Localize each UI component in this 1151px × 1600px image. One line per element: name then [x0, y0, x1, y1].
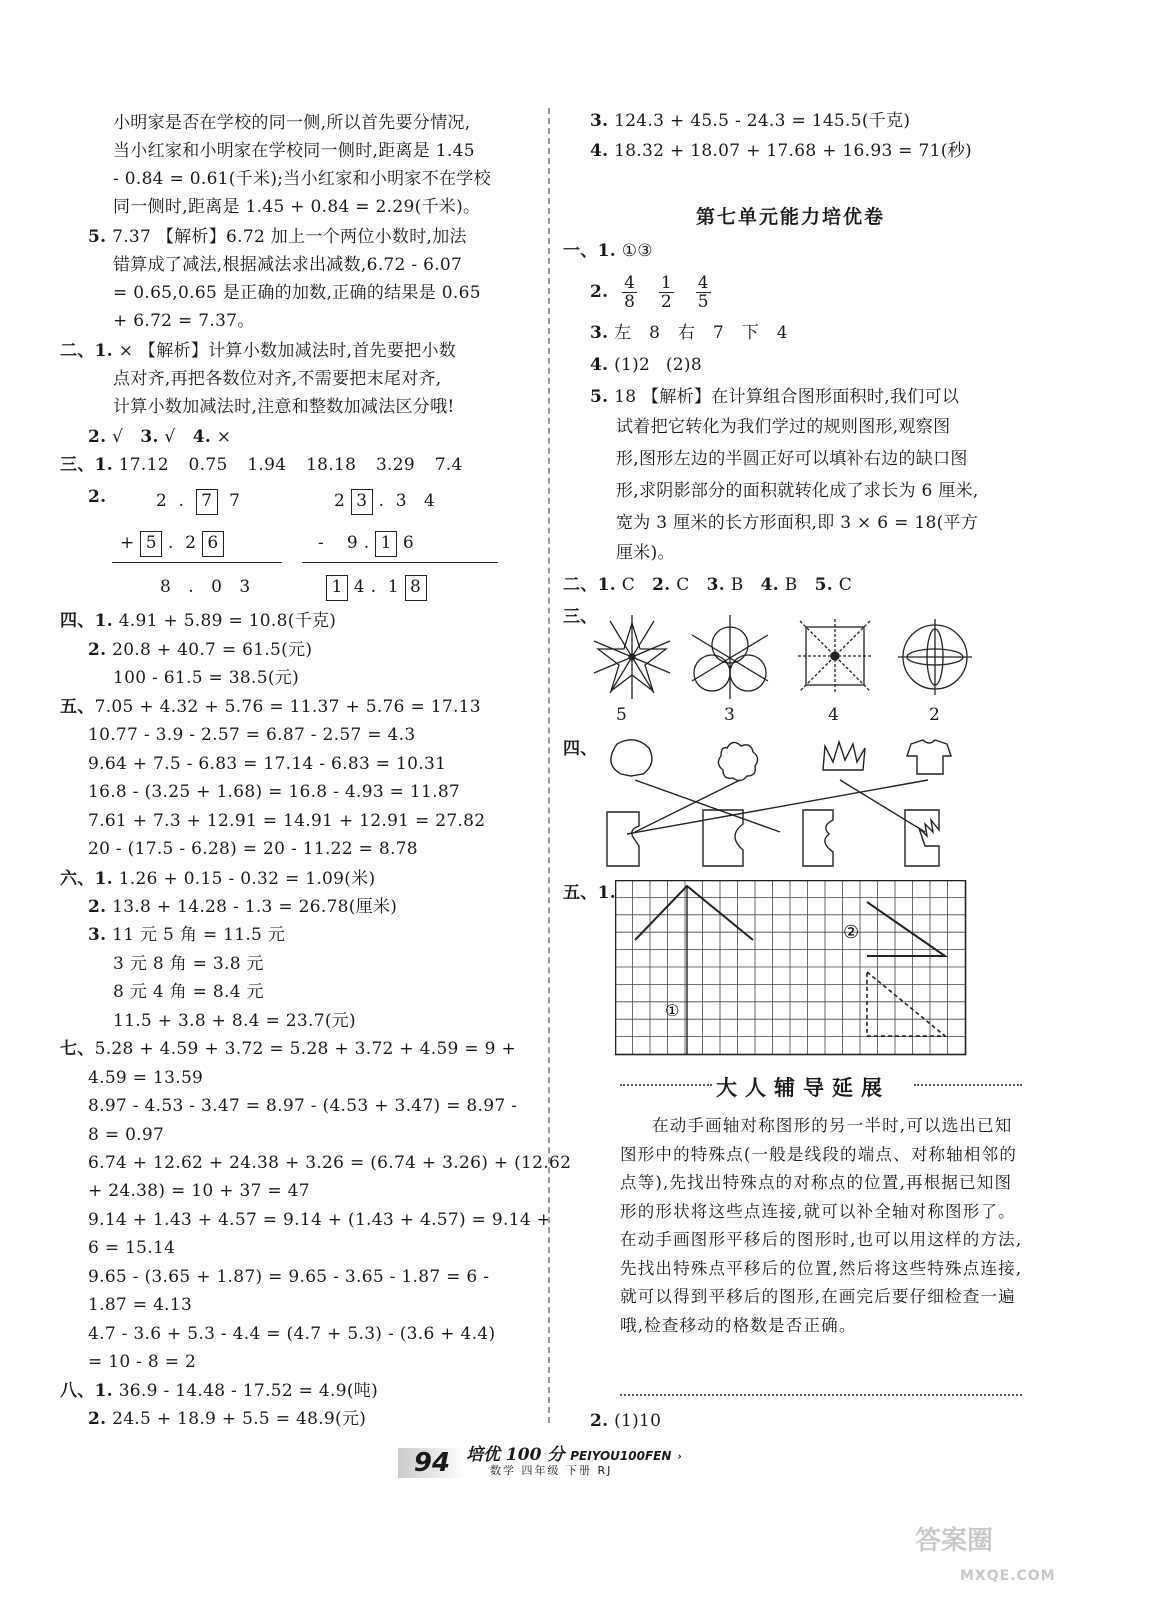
- answer-text: ①③: [621, 241, 653, 261]
- question-number: 4.: [590, 141, 609, 161]
- question-number: 4.: [760, 575, 779, 595]
- text-line: + 6.72 = 7.37。: [113, 311, 255, 331]
- digit: 3: [395, 491, 407, 511]
- answer-3: [590, 108, 910, 134]
- answer-text: 24.5 + 18.9 + 5.5 = 48.9(元): [112, 1409, 367, 1429]
- digit: .: [363, 533, 370, 553]
- cutout-shape-3: [803, 810, 833, 866]
- text-line: 同一侧时,距离是 1.45 + 0.84 = 2.29(千米)。: [113, 197, 481, 217]
- answer-text: 100 - 61.5 = 38.5(元): [113, 668, 300, 688]
- filled-box: 7: [196, 489, 218, 515]
- answer-text: 10.77 - 3.9 - 2.57 = 6.87 - 2.57 = 4.3: [88, 725, 416, 745]
- book-info: 数学 四年级 下册 RJ: [490, 1464, 613, 1477]
- result-row: [326, 574, 427, 601]
- digit: .: [178, 491, 185, 511]
- digit: 2: [185, 533, 197, 553]
- brand-title: 培优 100 分: [466, 1445, 565, 1465]
- answer-text: 9.14 + 1.43 + 4.57 = 9.14 + (1.43 + 4.57) = 9.14 +: [88, 1210, 552, 1230]
- brand-pinyin: PEIYOU100FEN: [570, 1449, 672, 1463]
- digit: .: [370, 577, 377, 597]
- answer-text: 4.7 - 3.6 + 5.3 - 4.4 = (4.7 + 5.3) - (3.6 + 4.4): [88, 1324, 496, 1344]
- digit: 4: [353, 577, 365, 597]
- section-label: 三、: [60, 455, 95, 475]
- row-1: [334, 488, 435, 515]
- answer-text: 124.3 + 45.5 - 24.3 = 145.5(千克): [614, 111, 911, 131]
- match-line: [635, 780, 740, 832]
- s1-q2: [590, 272, 719, 312]
- question-number: 4.: [590, 355, 609, 375]
- question-number: 3.: [88, 925, 107, 945]
- question-number: 2.: [652, 575, 671, 595]
- bag-shape: [611, 740, 652, 776]
- operator: +: [120, 533, 135, 553]
- s5-q1-label: [563, 880, 616, 906]
- s1-q1: [563, 238, 653, 264]
- section-5-line: [60, 694, 481, 720]
- fraction: [622, 274, 637, 311]
- symmetry-count: 3: [724, 705, 736, 725]
- tutor-title: 大人辅导延展: [716, 1076, 890, 1100]
- question-number: 2.: [88, 897, 107, 917]
- section-2: [60, 338, 456, 364]
- filled-box: 1: [326, 575, 348, 601]
- digit: 0: [211, 577, 223, 597]
- filled-box: 8: [405, 575, 427, 601]
- text-line: 点对齐,再把各数位对齐,不需要把末尾对齐,: [113, 369, 442, 389]
- square-figure: [798, 619, 872, 693]
- translated-figure: [867, 902, 945, 956]
- cutout-shape-1: [607, 812, 639, 866]
- question-number: 1.: [94, 341, 113, 361]
- section-8-q1: [60, 1378, 378, 1404]
- star-figure: [594, 615, 670, 699]
- section-3: [60, 452, 463, 478]
- symmetry-count: 5: [616, 705, 628, 725]
- text-line: - 0.84 = 0.61(千米);当小红家和小明家不在学校: [113, 169, 491, 189]
- answer-text: (1)2 (2)8: [614, 355, 702, 375]
- grid-figure: [615, 880, 970, 1058]
- cutout-shape-4: [905, 810, 939, 866]
- answer-text: 11 元 5 角 = 11.5 元: [112, 925, 286, 945]
- denominator: 5: [697, 292, 709, 312]
- section-label: 八、: [60, 1381, 95, 1401]
- text-line: 计算小数加减法时,注意和整数加减法区分哦!: [113, 397, 455, 417]
- column-divider: [548, 108, 550, 1423]
- answer-text: × 【解析】计算小数加减法时,首先要把小数: [118, 341, 457, 361]
- question-number: 2.: [88, 427, 107, 447]
- answer-text: 7.05 + 4.32 + 5.76 = 11.37 + 5.76 = 17.13: [94, 697, 481, 717]
- section-4-q1: [60, 608, 336, 634]
- question-number: 5.: [590, 387, 609, 407]
- filled-box: 6: [202, 531, 224, 557]
- watermark: 答案圈: [915, 1526, 994, 1556]
- answer-text: 8.97 - 4.53 - 3.47 = 8.97 - (4.53 + 3.47) = 8.97 -: [88, 1096, 518, 1116]
- digit: .: [188, 577, 194, 597]
- digit: 3: [239, 577, 251, 597]
- answer-text: 4.59 = 13.59: [88, 1068, 204, 1088]
- question-number: 3.: [140, 427, 159, 447]
- text-line: 错算成了减法,根据减法求出减数,6.72 - 6.07: [113, 255, 463, 275]
- digit: 2: [156, 491, 168, 511]
- question-number: 2.: [88, 487, 107, 507]
- matching-figures: [595, 734, 965, 869]
- digit: .: [378, 491, 385, 511]
- three-circles-figure: [692, 615, 768, 699]
- fraction: [696, 274, 711, 311]
- answer-text: 8 = 0.97: [88, 1125, 165, 1145]
- answer-text: 6 = 15.14: [88, 1238, 176, 1258]
- digit: 1: [387, 577, 399, 597]
- section-label: 七、: [60, 1039, 95, 1059]
- result-row: [160, 574, 250, 600]
- symmetry-count: 2: [929, 705, 941, 725]
- answer-text: 9.64 + 7.5 - 6.83 = 17.14 - 6.83 = 10.31: [88, 754, 447, 774]
- denominator: 8: [624, 292, 636, 312]
- crown-shape: [823, 742, 865, 770]
- answer-text: 16.8 - (3.25 + 1.68) = 16.8 - 4.93 = 11.87: [88, 782, 461, 802]
- answer-text: C: [838, 575, 853, 595]
- answer-text: C: [676, 575, 690, 595]
- answer-4: [590, 138, 972, 164]
- section-6-q1: [60, 866, 375, 892]
- s2-answers: [563, 572, 852, 598]
- section-label: 六、: [60, 869, 95, 889]
- question-number: 3.: [590, 111, 609, 131]
- text-line: 形,图形左边的半圆正好可以填补右边的缺口图: [616, 449, 968, 469]
- digit: 6: [402, 533, 414, 553]
- denominator: 2: [660, 292, 673, 312]
- answer-text: 7.37 【解析】6.72 加上一个两位小数时,加法: [112, 227, 467, 247]
- answer-text: 左 8 右 7 下 4: [614, 323, 788, 343]
- operator: -: [318, 533, 325, 553]
- answer-text: ×: [216, 427, 232, 447]
- watermark-url: MXQE.COM: [960, 1568, 1056, 1584]
- row-2: [120, 530, 224, 557]
- numerator: 1: [660, 273, 673, 293]
- circle-leaf-figure: [898, 619, 972, 695]
- section-6-q3: [88, 922, 285, 948]
- symmetry-count: 4: [828, 705, 840, 725]
- text-line: 宽为 3 厘米的长方形面积,即 3 × 6 = 18(平方: [616, 513, 979, 533]
- page-number: 94: [398, 1448, 466, 1478]
- question-number: 1.: [94, 611, 113, 631]
- answer-text: (1)10: [614, 1411, 662, 1431]
- answer-text: = 10 - 8 = 2: [88, 1352, 197, 1372]
- question-number: 4.: [192, 427, 212, 447]
- question-number: 2.: [590, 1411, 609, 1431]
- answer-text: 18 【解析】在计算组合图形面积时,我们可以: [614, 387, 960, 407]
- section-8-q2: [88, 1406, 366, 1432]
- question-number: 1.: [94, 869, 113, 889]
- text-line: 当小红家和小明家在学校同一侧时,距离是 1.45: [113, 141, 475, 161]
- answer-text: 17.12 0.75 1.94 18.18 3.29 7.4: [118, 455, 463, 475]
- question-number: 2.: [590, 282, 609, 302]
- answer-text: C: [621, 575, 635, 595]
- unit-heading: 第七单元能力培优卷: [696, 206, 886, 228]
- text-line: = 0.65,0.65 是正确的加数,正确的结果是 0.65: [113, 283, 481, 303]
- match-line: [635, 780, 780, 832]
- answer-text: 18.32 + 18.07 + 17.68 + 16.93 = 71(秒): [614, 141, 972, 161]
- filled-box: 1: [375, 531, 397, 557]
- question-number: 1.: [94, 455, 113, 475]
- grid-mark: ②: [843, 922, 860, 943]
- question-number: 3.: [590, 323, 609, 343]
- answer-text: 36.9 - 14.48 - 17.52 = 4.9(吨): [118, 1381, 379, 1401]
- text-line: 形,求阴影部分的面积就转化成了求长为 6 厘米,: [616, 481, 979, 501]
- digit: 9: [346, 533, 358, 553]
- text-line: 试着把它转化为我们学过的规则图形,观察图: [616, 417, 951, 437]
- dotted-rule: [620, 1084, 712, 1086]
- dotted-rule: [914, 1084, 1022, 1086]
- symmetry-figures: [580, 615, 990, 705]
- row-1: [156, 488, 240, 515]
- answer-text: B: [730, 575, 744, 595]
- answer-text: 1.87 = 4.13: [88, 1295, 193, 1315]
- grid-mark: ①: [665, 1001, 680, 1020]
- question-number: 1.: [597, 575, 616, 595]
- question-number: 1.: [597, 883, 616, 903]
- numerator: 4: [697, 273, 709, 293]
- section-6-q2: [88, 894, 397, 920]
- digit: 7: [229, 491, 241, 511]
- question-number: 5.: [88, 227, 107, 247]
- section-label: 四、: [563, 739, 598, 759]
- dotted-rule: [620, 1394, 1022, 1396]
- answer-text: 9.65 - (3.65 + 1.87) = 9.65 - 3.65 - 1.87 = 6 -: [88, 1267, 490, 1287]
- question-number: 5.: [814, 575, 833, 595]
- text-line: 厘米)。: [616, 543, 675, 563]
- tutor-paragraph: 在动手画轴对称图形的另一半时,可以选出已知图形中的特殊点(一般是线段的端点、对称轴相邻的点等),先找出特殊点的对称点的位置,再根据已知图形的形状将这些点连接,就可以补全轴对称图形了。在动手画图形平移后的图形时,也可以用这样的方法,先找出特殊点平移后的位置,然后将这些特殊点连接,就可以得到平移后的图形,在画完后要仔细检查一遍哦,检查移动的格数是否正确。: [620, 1116, 1023, 1335]
- shirt-shape: [907, 740, 951, 774]
- digit: 2: [334, 491, 346, 511]
- s1-q3: [590, 320, 788, 346]
- filled-box: 3: [351, 489, 373, 515]
- chevron-right-icon: ›: [677, 1450, 682, 1463]
- answer-text: 20.8 + 40.7 = 61.5(元): [112, 640, 313, 660]
- question-number: 1.: [94, 1381, 113, 1401]
- s1-q4: [590, 352, 702, 378]
- dashed-triangle: [867, 972, 945, 1036]
- filled-box: 5: [140, 531, 162, 557]
- answer-text: 1.26 + 0.15 - 0.32 = 1.09(米): [118, 869, 376, 889]
- section-label: 四、: [60, 611, 95, 631]
- question-5: [88, 224, 467, 250]
- section-label: 五、: [60, 697, 95, 717]
- section-label: 五、: [563, 883, 598, 903]
- answer-text: 13.8 + 14.28 - 1.3 = 26.78(厘米): [112, 897, 398, 917]
- numerator: 4: [624, 273, 636, 293]
- question-number: 2.: [88, 1409, 107, 1429]
- answer-text: 20 - (17.5 - 6.28) = 20 - 11.22 = 8.78: [88, 839, 418, 859]
- text-line: 小明家是否在学校的同一侧,所以首先要分情况,: [113, 113, 471, 133]
- difference-line: [302, 562, 498, 563]
- fraction: [659, 274, 674, 311]
- question-number: 3.: [706, 575, 725, 595]
- section-label: 三、: [563, 607, 598, 627]
- answer-text: B: [784, 575, 798, 595]
- s1-q5: [590, 384, 959, 410]
- answer-text: 4.91 + 5.89 = 10.8(千克): [118, 611, 337, 631]
- row-2: [318, 530, 414, 557]
- section-4-q2: [88, 637, 312, 663]
- flower-shape: [718, 742, 757, 780]
- answer-text: 7.61 + 7.3 + 12.91 = 14.91 + 12.91 = 27.82: [88, 811, 486, 831]
- sum-line: [112, 562, 282, 563]
- section-label: 一、: [563, 241, 598, 261]
- answer-text: + 24.38) = 10 + 37 = 47: [88, 1181, 310, 1201]
- answers-2-4: [88, 424, 231, 450]
- section-7-line: [60, 1036, 516, 1062]
- answer-text: 3 元 8 角 = 3.8 元: [113, 954, 264, 974]
- s5-q2: [590, 1408, 661, 1434]
- answer-text: 6.74 + 12.62 + 24.38 + 3.26 = (6.74 + 3.26) + (12.62: [88, 1153, 572, 1173]
- digit: 8: [160, 577, 172, 597]
- answer-text: √: [112, 427, 124, 447]
- digit: .: [167, 533, 174, 553]
- answer-text: 11.5 + 3.8 + 8.4 = 23.7(元): [113, 1011, 356, 1031]
- cutout-shape-2: [703, 810, 743, 866]
- answer-text: √: [164, 427, 176, 447]
- section-label: 二、: [60, 341, 95, 361]
- answer-text: 5.28 + 4.59 + 3.72 = 5.28 + 3.72 + 4.59 = 9 +: [94, 1039, 516, 1059]
- section-label: 二、: [563, 575, 598, 595]
- digit: 4: [423, 491, 436, 511]
- question-number: 1.: [597, 241, 616, 261]
- question-number: 2.: [88, 640, 107, 660]
- answer-text: 8 元 4 角 = 8.4 元: [113, 982, 264, 1002]
